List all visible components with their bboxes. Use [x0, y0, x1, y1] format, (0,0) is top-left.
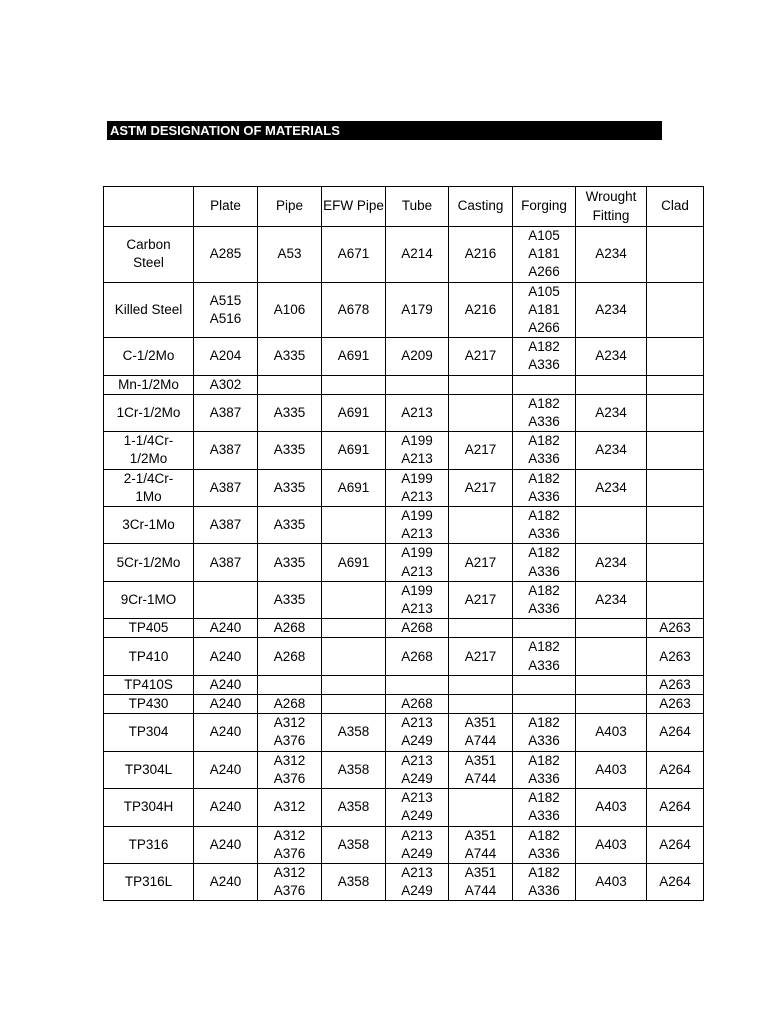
cell-tube: A213 — [386, 394, 449, 431]
cell-wrought-fitting: A403 — [576, 826, 647, 863]
cell-clad — [647, 544, 704, 581]
column-header-clad: Clad — [647, 187, 704, 227]
cell-wrought-fitting — [576, 638, 647, 675]
cell-plate: A387 — [194, 507, 258, 544]
cell-forging — [513, 695, 576, 714]
cell-wrought-fitting: A234 — [576, 227, 647, 283]
cell-efw-pipe: A358 — [322, 789, 386, 826]
cell-casting — [449, 375, 513, 394]
column-header-material — [104, 187, 194, 227]
table-body — [104, 227, 704, 901]
cell-casting: A217 — [449, 638, 513, 675]
cell-clad — [647, 394, 704, 431]
cell-pipe: A312 A376 — [258, 826, 322, 863]
cell-plate: A240 — [194, 789, 258, 826]
column-header-plate: Plate — [194, 187, 258, 227]
column-header-efw-pipe — [322, 187, 386, 227]
cell-efw-pipe: A671 — [322, 227, 386, 283]
cell-pipe: A335 — [258, 469, 322, 506]
cell-efw-pipe: A358 — [322, 826, 386, 863]
cell-plate: A240 — [194, 751, 258, 788]
cell-plate: A285 — [194, 227, 258, 283]
table-row — [104, 227, 704, 283]
table-row — [104, 619, 704, 638]
cell-efw-pipe — [322, 507, 386, 544]
cell-wrought-fitting: A234 — [576, 282, 647, 338]
cell-forging: A182 A336 — [513, 469, 576, 506]
cell-forging: A182 A336 — [513, 394, 576, 431]
material-name-cell: TP304 — [104, 714, 194, 751]
cell-wrought-fitting — [576, 695, 647, 714]
material-name-cell: TP410 — [104, 638, 194, 675]
cell-pipe: A335 — [258, 338, 322, 375]
cell-wrought-fitting: A234 — [576, 338, 647, 375]
cell-forging: A105 A181 A266 — [513, 282, 576, 338]
cell-casting: A351 A744 — [449, 714, 513, 751]
cell-casting: A217 — [449, 544, 513, 581]
cell-pipe — [258, 675, 322, 694]
material-name-cell: TP410S — [104, 675, 194, 694]
cell-forging: A182 A336 — [513, 432, 576, 469]
cell-tube: A214 — [386, 227, 449, 283]
table-row — [104, 282, 704, 338]
table-row — [104, 695, 704, 714]
cell-forging: A182 A336 — [513, 714, 576, 751]
cell-pipe: A335 — [258, 507, 322, 544]
cell-clad — [647, 227, 704, 283]
cell-efw-pipe — [322, 638, 386, 675]
cell-plate: A240 — [194, 695, 258, 714]
cell-casting — [449, 507, 513, 544]
cell-tube: A179 — [386, 282, 449, 338]
cell-wrought-fitting: A234 — [576, 394, 647, 431]
material-name-cell: 1Cr-1/2Mo — [104, 394, 194, 431]
cell-tube — [386, 375, 449, 394]
document-title: ASTM DESIGNATION OF MATERIALS — [110, 123, 340, 138]
table-row — [104, 544, 704, 581]
cell-clad: A264 — [647, 751, 704, 788]
cell-casting: A216 — [449, 282, 513, 338]
cell-forging — [513, 675, 576, 694]
table-row — [104, 394, 704, 431]
cell-wrought-fitting: A234 — [576, 544, 647, 581]
cell-pipe: A268 — [258, 619, 322, 638]
cell-efw-pipe: A358 — [322, 863, 386, 900]
cell-plate: A240 — [194, 675, 258, 694]
cell-casting: A351 A744 — [449, 863, 513, 900]
cell-forging: A182 A336 — [513, 638, 576, 675]
cell-casting — [449, 675, 513, 694]
cell-pipe: A106 — [258, 282, 322, 338]
cell-clad — [647, 338, 704, 375]
cell-efw-pipe: A691 — [322, 432, 386, 469]
material-name-cell: 5Cr-1/2Mo — [104, 544, 194, 581]
cell-forging: A182 A336 — [513, 507, 576, 544]
cell-efw-pipe: A691 — [322, 544, 386, 581]
table-row — [104, 638, 704, 675]
material-name-cell: Carbon Steel — [104, 227, 194, 283]
cell-clad — [647, 282, 704, 338]
cell-plate: A204 — [194, 338, 258, 375]
cell-clad: A264 — [647, 863, 704, 900]
table-row — [104, 375, 704, 394]
cell-pipe — [258, 375, 322, 394]
cell-pipe: A312 — [258, 789, 322, 826]
cell-pipe: A335 — [258, 432, 322, 469]
cell-plate: A515 A516 — [194, 282, 258, 338]
cell-clad: A264 — [647, 714, 704, 751]
cell-plate: A387 — [194, 469, 258, 506]
cell-pipe: A268 — [258, 638, 322, 675]
table-row — [104, 826, 704, 863]
material-name-cell: Killed Steel — [104, 282, 194, 338]
cell-pipe: A268 — [258, 695, 322, 714]
cell-pipe: A312 A376 — [258, 863, 322, 900]
material-name-cell: 1-1/4Cr- 1/2Mo — [104, 432, 194, 469]
cell-wrought-fitting: A403 — [576, 789, 647, 826]
cell-tube: A268 — [386, 619, 449, 638]
cell-plate: A387 — [194, 432, 258, 469]
material-name-cell: TP316L — [104, 863, 194, 900]
column-header-pipe: Pipe — [258, 187, 322, 227]
astm-materials-table — [103, 186, 704, 901]
cell-efw-pipe: A678 — [322, 282, 386, 338]
table-row — [104, 507, 704, 544]
cell-tube: A209 — [386, 338, 449, 375]
cell-plate — [194, 581, 258, 618]
cell-clad: A263 — [647, 695, 704, 714]
material-name-cell: 3Cr-1Mo — [104, 507, 194, 544]
cell-wrought-fitting — [576, 375, 647, 394]
table-row — [104, 338, 704, 375]
cell-wrought-fitting: A403 — [576, 863, 647, 900]
material-name-cell: TP316 — [104, 826, 194, 863]
cell-casting: A217 — [449, 469, 513, 506]
document-title-bar — [107, 121, 662, 140]
cell-casting — [449, 695, 513, 714]
table-row — [104, 863, 704, 900]
cell-efw-pipe — [322, 619, 386, 638]
cell-pipe: A335 — [258, 394, 322, 431]
cell-clad — [647, 469, 704, 506]
cell-casting — [449, 789, 513, 826]
cell-efw-pipe: A358 — [322, 714, 386, 751]
cell-tube: A199 A213 — [386, 544, 449, 581]
cell-tube: A213 A249 — [386, 789, 449, 826]
cell-forging: A182 A336 — [513, 338, 576, 375]
cell-plate: A240 — [194, 863, 258, 900]
cell-clad: A264 — [647, 826, 704, 863]
cell-pipe: A53 — [258, 227, 322, 283]
cell-forging: A182 A336 — [513, 544, 576, 581]
material-name-cell: 9Cr-1MO — [104, 581, 194, 618]
cell-tube: A213 A249 — [386, 751, 449, 788]
cell-forging: A182 A336 — [513, 863, 576, 900]
cell-tube: A199 A213 — [386, 432, 449, 469]
cell-casting: A351 A744 — [449, 751, 513, 788]
cell-forging: A182 A336 — [513, 581, 576, 618]
table-row — [104, 469, 704, 506]
column-header-wrought-fitting — [576, 187, 647, 227]
cell-wrought-fitting: A234 — [576, 432, 647, 469]
cell-casting: A217 — [449, 581, 513, 618]
cell-casting — [449, 394, 513, 431]
cell-clad: A263 — [647, 675, 704, 694]
cell-plate: A387 — [194, 394, 258, 431]
cell-clad: A263 — [647, 619, 704, 638]
table-row — [104, 789, 704, 826]
cell-casting — [449, 619, 513, 638]
column-header-wrought-fitting-text: Wrought Fitting — [585, 189, 637, 223]
cell-plate: A240 — [194, 714, 258, 751]
cell-tube: A268 — [386, 638, 449, 675]
material-name-cell: TP304L — [104, 751, 194, 788]
cell-plate: A387 — [194, 544, 258, 581]
table-row — [104, 432, 704, 469]
table-row — [104, 581, 704, 618]
cell-plate: A240 — [194, 638, 258, 675]
cell-efw-pipe — [322, 375, 386, 394]
cell-efw-pipe: A691 — [322, 469, 386, 506]
cell-efw-pipe — [322, 581, 386, 618]
cell-tube: A199 A213 — [386, 507, 449, 544]
cell-pipe: A312 A376 — [258, 751, 322, 788]
cell-plate: A240 — [194, 619, 258, 638]
cell-wrought-fitting: A234 — [576, 581, 647, 618]
cell-casting: A217 — [449, 338, 513, 375]
material-name-cell: 2-1/4Cr- 1Mo — [104, 469, 194, 506]
cell-casting: A351 A744 — [449, 826, 513, 863]
cell-tube: A213 A249 — [386, 714, 449, 751]
cell-wrought-fitting — [576, 675, 647, 694]
cell-efw-pipe: A691 — [322, 338, 386, 375]
cell-wrought-fitting: A234 — [576, 469, 647, 506]
material-name-cell: TP405 — [104, 619, 194, 638]
cell-wrought-fitting: A403 — [576, 751, 647, 788]
cell-clad: A264 — [647, 789, 704, 826]
column-header-efw-pipe-text: EFW Pipe — [323, 198, 384, 214]
cell-clad — [647, 375, 704, 394]
cell-forging: A182 A336 — [513, 789, 576, 826]
cell-casting: A216 — [449, 227, 513, 283]
cell-plate: A240 — [194, 826, 258, 863]
cell-plate: A302 — [194, 375, 258, 394]
table-row — [104, 714, 704, 751]
cell-efw-pipe — [322, 695, 386, 714]
material-name-cell: TP430 — [104, 695, 194, 714]
cell-clad — [647, 432, 704, 469]
cell-clad — [647, 507, 704, 544]
cell-pipe: A335 — [258, 544, 322, 581]
cell-wrought-fitting — [576, 619, 647, 638]
cell-wrought-fitting: A403 — [576, 714, 647, 751]
cell-forging: A182 A336 — [513, 826, 576, 863]
cell-tube — [386, 675, 449, 694]
cell-efw-pipe — [322, 675, 386, 694]
cell-tube: A213 A249 — [386, 863, 449, 900]
cell-pipe: A312 A376 — [258, 714, 322, 751]
cell-wrought-fitting — [576, 507, 647, 544]
cell-forging: A105 A181 A266 — [513, 227, 576, 283]
column-header-tube: Tube — [386, 187, 449, 227]
material-name-cell: TP304H — [104, 789, 194, 826]
cell-forging — [513, 375, 576, 394]
cell-clad: A263 — [647, 638, 704, 675]
cell-forging: A182 A336 — [513, 751, 576, 788]
column-header-forging: Forging — [513, 187, 576, 227]
cell-casting: A217 — [449, 432, 513, 469]
cell-tube: A199 A213 — [386, 581, 449, 618]
cell-tube: A268 — [386, 695, 449, 714]
material-name-cell: C-1/2Mo — [104, 338, 194, 375]
cell-pipe: A335 — [258, 581, 322, 618]
table-row — [104, 675, 704, 694]
cell-clad — [647, 581, 704, 618]
cell-efw-pipe: A691 — [322, 394, 386, 431]
cell-tube: A213 A249 — [386, 826, 449, 863]
cell-tube: A199 A213 — [386, 469, 449, 506]
table-row — [104, 751, 704, 788]
material-name-cell: Mn-1/2Mo — [104, 375, 194, 394]
table-header-row — [104, 187, 704, 227]
cell-forging — [513, 619, 576, 638]
cell-efw-pipe: A358 — [322, 751, 386, 788]
column-header-casting: Casting — [449, 187, 513, 227]
